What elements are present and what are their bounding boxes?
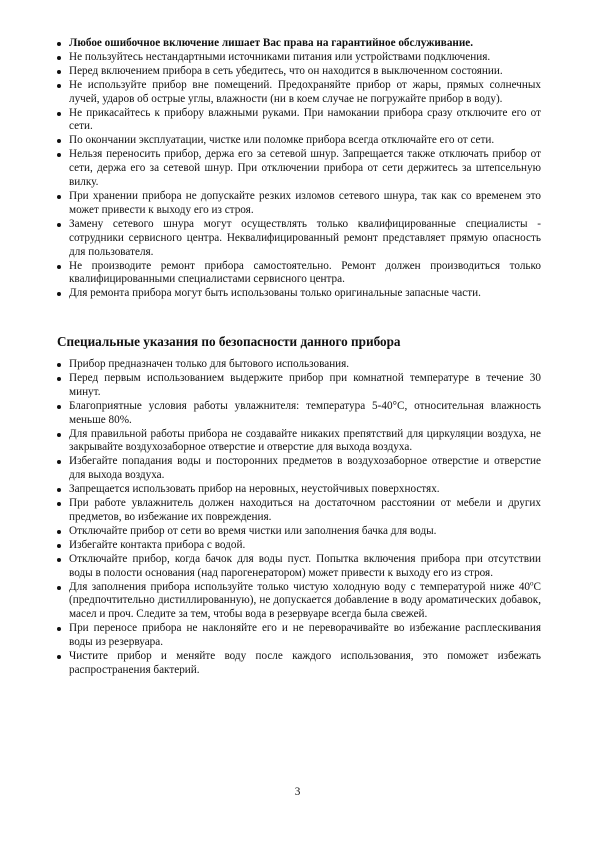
- list-item: Запрещается использовать прибор на неровных, неустойчивых поверхностях.: [57, 483, 541, 497]
- list-item: Не производите ремонт прибора самостоятельно. Ремонт должен производиться только квалифицированными специалистами сервисного центра.: [57, 260, 541, 288]
- list-item: По окончании эксплуатации, чистке или поломке прибора всегда отключайте его от сети.: [57, 134, 541, 148]
- list-item: [57, 578, 541, 623]
- list-item: Перед первым использованием выдержите прибор при комнатной температуре в течение 30 минут.: [57, 372, 541, 400]
- list-item: Благоприятные условия работы увлажнителя: температура 5-40°С, относительная влажность меньше 80%.: [57, 400, 541, 428]
- item-text-start: Для заполнения прибора используйте только чистую холодную воду с температурой ниже 40: [69, 580, 531, 593]
- list-item: Для ремонта прибора могут быть использованы только оригинальные запасные части.: [57, 287, 541, 301]
- section-heading: Специальные указания по безопасности данного прибора: [57, 334, 401, 349]
- list-item: Отключайте прибор, когда бачок для воды пуст. Попытка включения прибора при отсутствии воды в полости основания (над парогенератором) может привести к выходу его из строя.: [57, 553, 541, 581]
- list-item: Избегайте попадания воды и посторонних предметов в воздухозаборное отверстие и отверстие для выхода воздуха.: [57, 455, 541, 483]
- general-safety-list: [57, 37, 541, 301]
- item-text-end: С (предпочтительно дистиллированную), не допускается добавление в воду ароматических добавок, масел и проч. Следите за тем, чтобы вода в резервуаре всегда была свежей.: [69, 580, 541, 621]
- list-item: Любое ошибочное включение лишает Вас права на гарантийное обслуживание.: [57, 37, 541, 51]
- degree-superscript: o: [530, 578, 534, 587]
- list-item: Чистите прибор и меняйте воду после каждого использования, это поможет избежать распространения бактерий.: [57, 650, 541, 678]
- page-number: 3: [294, 786, 301, 798]
- list-item: Для правильной работы прибора не создавайте никаких препятствий для циркуляции воздуха, не закрывайте воздухозаборное отверстие и отверстие для выхода воздуха.: [57, 428, 541, 456]
- list-item: Перед включением прибора в сеть убедитесь, что он находится в выключенном состоянии.: [57, 65, 541, 79]
- list-item: Замену сетевого шнура могут осуществлять только квалифицированные специалисты - сотрудники сервисного центра. Неквалифицированный ремонт представляет прямую опасность для пользователя.: [57, 218, 541, 260]
- list-item: Избегайте контакта прибора с водой.: [57, 539, 541, 553]
- list-item: При хранении прибора не допускайте резких изломов сетевого шнура, так как со временем это может привести к выходу его из строя.: [57, 190, 541, 218]
- list-item: Нельзя переносить прибор, держа его за сетевой шнур. Запрещается также отключать прибор от сети, держа его за сетевой шнур. При отключении прибора от сети держитесь за штепсельную вилку.: [57, 148, 541, 190]
- list-item: Не используйте прибор вне помещений. Предохраняйте прибор от жары, прямых солнечных лучей, ударов об острые углы, влажности (ни в коем случае не погружайте прибор в воду).: [57, 79, 541, 107]
- list-item: Прибор предназначен только для бытового использования.: [57, 358, 541, 372]
- device-safety-list: [57, 358, 541, 678]
- list-item: При переносе прибора не наклоняйте его и не переворачивайте во избежание расплескивания воды из резервуара.: [57, 622, 541, 650]
- list-item: Не пользуйтесь нестандартными источниками питания или устройствами подключения.: [57, 51, 541, 65]
- list-item: Не прикасайтесь к прибору влажными руками. При намокании прибора сразу отключите его от сети.: [57, 107, 541, 135]
- list-item: При работе увлажнитель должен находиться на достаточном расстоянии от мебели и других предметов, во избежание их повреждения.: [57, 497, 541, 525]
- list-item: Отключайте прибор от сети во время чистки или заполнения бачка для воды.: [57, 525, 541, 539]
